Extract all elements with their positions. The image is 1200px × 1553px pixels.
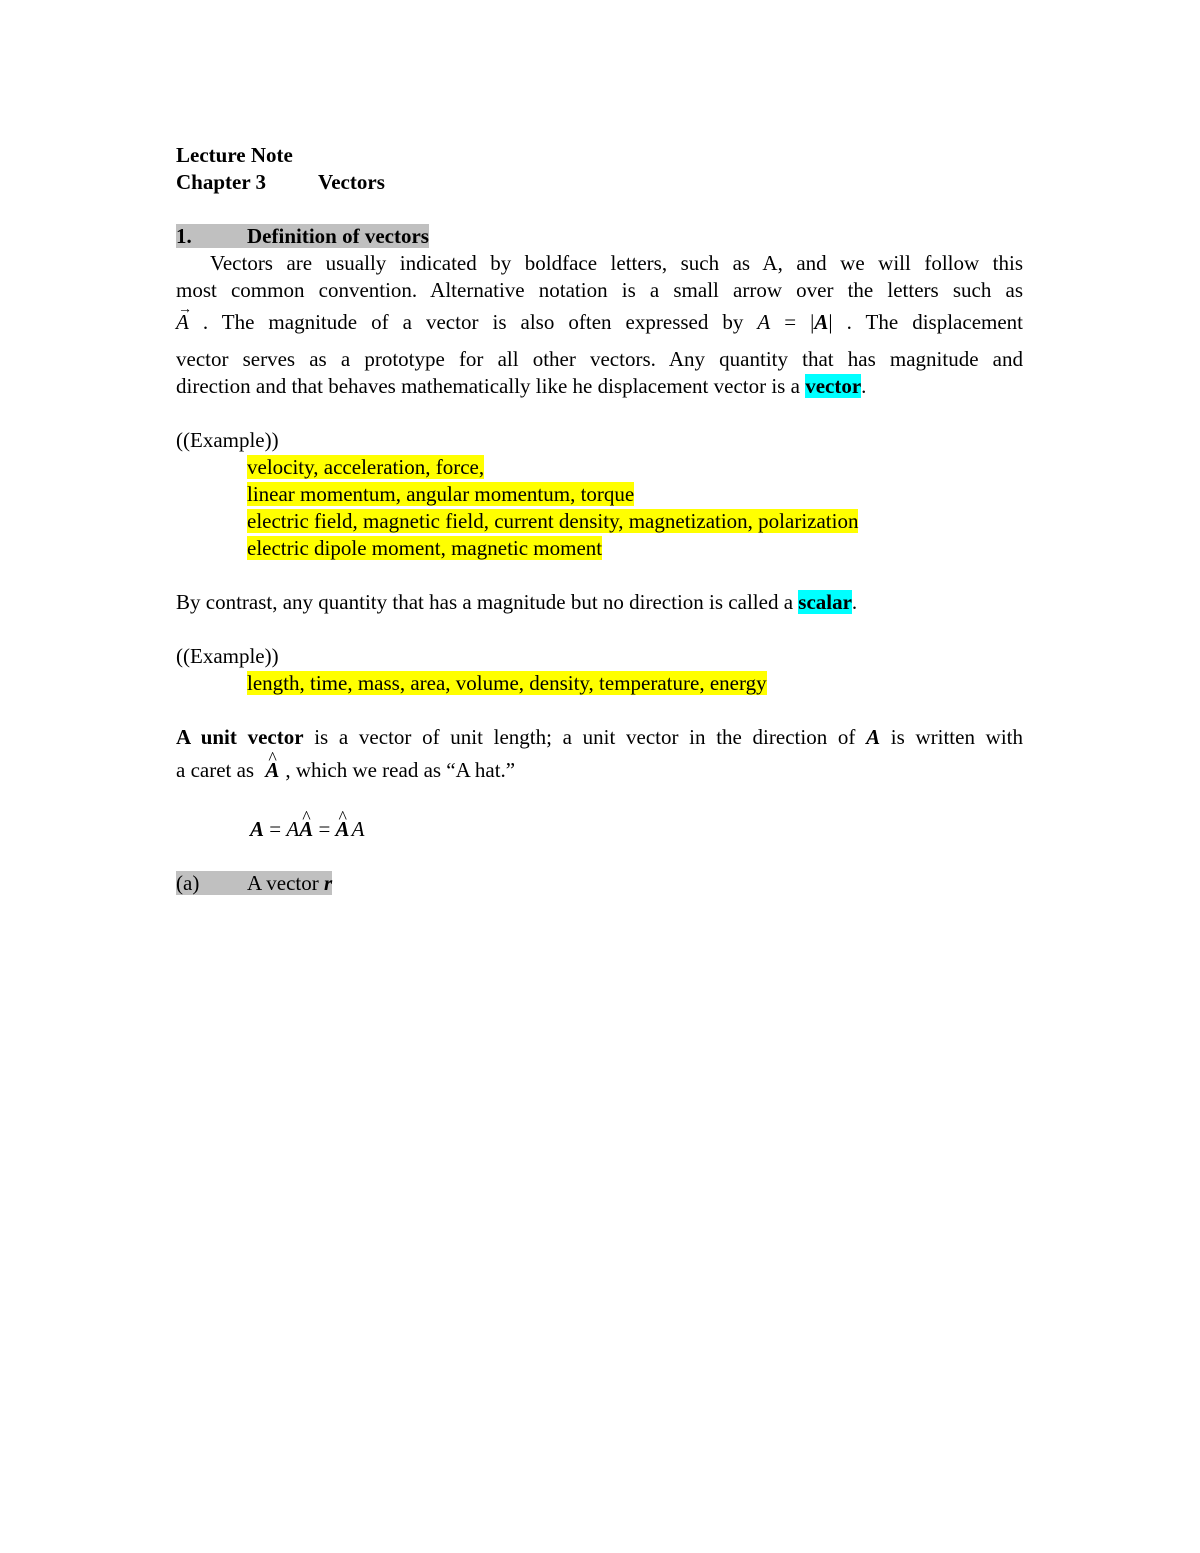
subsection-highlight [176,871,332,895]
scalar-term: scalar [798,590,852,614]
example-item: electric dipole moment, magnetic moment [247,536,603,560]
example-item: velocity, acceleration, force, [247,455,485,479]
vector-arrow-notation: → A [176,309,189,336]
section-number: 1. [176,224,192,248]
chapter-title: Vectors [318,170,385,194]
example-label: ((Example)) [176,644,279,668]
section-heading [176,223,429,250]
paragraph-text: By contrast, any quantity that has a magnitude but no direction is called a [176,590,794,614]
paragraph-text: direction and that behaves mathematically like he displacement vector is a [176,374,800,398]
lecture-title: Lecture Note [176,143,293,167]
section-heading-highlight [176,224,429,248]
subsection-text: A vector [247,871,319,895]
example-item: length, time, mass, area, volume, density, temperature, energy [247,671,767,695]
example-label: ((Example)) [176,428,279,452]
unit-vector-line: a caret as ^ A , which we read as “A hat.” [176,757,515,784]
scalar-paragraph: By contrast, any quantity that has a magnitude but no direction is called a scalar. [176,590,858,614]
unit-vector-equation: A = A^ A = ^ AA [250,816,364,843]
paragraph-line-math [176,309,1023,336]
paragraph-line: vector serves as a prototype for all other vectors. Any quantity that has magnitude and [176,347,1023,371]
paragraph-line [176,373,866,400]
a-hat-symbol: ^ A [265,757,279,784]
chapter-heading [176,169,385,196]
magnitude-formula: A = |A| [757,310,833,334]
unit-vector-term: A unit vector [176,725,304,749]
subsection-label: (a) [176,871,200,895]
chapter-label: Chapter 3 [176,170,267,194]
paragraph-text: . [861,374,867,398]
vector-term: vector [805,374,862,398]
paragraph-text: . The magnitude of a vector is also often expressed by [202,310,744,334]
paragraph-line: most common convention. Alternative notation is a small arrow over the letters such as [176,278,1023,302]
paragraph-text: . The displacement [846,310,1024,334]
section-title: Definition of vectors [247,224,429,248]
subsection-heading [176,870,332,897]
example-item: electric field, magnetic field, current density, magnetization, polarization [247,509,859,533]
unit-vector-line: A unit vector is a vector of unit length; a unit vector in the direction of A is written with [176,725,1023,749]
subsection-var: r [323,871,333,895]
example-item: linear momentum, angular momentum, torque [247,482,635,506]
paragraph-line: Vectors are usually indicated by boldface letters, such as A, and we will follow this [210,251,1023,275]
